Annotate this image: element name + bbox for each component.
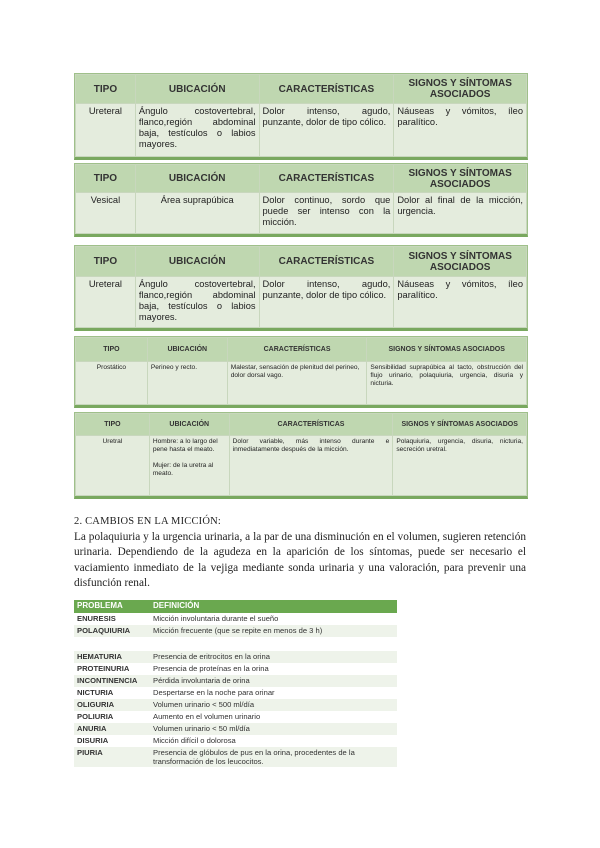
table-row — [74, 747, 397, 767]
table-row — [74, 699, 397, 711]
definition: Presencia de proteínas en la orina — [153, 664, 269, 673]
definition: Aumento en el volumen urinario — [153, 712, 261, 721]
definition: Micción involuntaria durante el sueño — [153, 614, 279, 623]
table-vesical — [75, 164, 527, 234]
cell-caracteristicas: Dolor variable, más intenso durante e inmediatamente después de la micción. — [229, 436, 393, 496]
header-signos: SIGNOS Y SÍNTOMAS ASOCIADOS — [394, 247, 527, 277]
table-row — [74, 625, 397, 637]
header-caracteristicas: CARACTERÍSTICAS — [229, 414, 393, 436]
header-caracteristicas: CARACTERÍSTICAS — [259, 165, 394, 193]
cell-ubicacion — [149, 436, 229, 496]
header-tipo: TIPO — [76, 75, 136, 104]
table-row — [74, 735, 397, 747]
definition: Micción difícil o dolorosa — [153, 736, 236, 745]
header-signos: SIGNOS Y SÍNTOMAS ASOCIADOS — [367, 338, 527, 362]
header-definicion: DEFINICIÓN — [150, 600, 397, 613]
header-caracteristicas: CARACTERÍSTICAS — [259, 75, 394, 104]
cell-ubicacion: Ángulo costovertebral, flanco,región abdominal baja, testículos o labios mayores. — [135, 277, 259, 328]
cell-caracteristicas: Dolor intenso, agudo, punzante, dolor de tipo cólico. — [259, 104, 394, 157]
table-row — [74, 723, 397, 735]
definition: Volumen urinario < 500 ml/día — [150, 699, 397, 711]
table-row — [74, 663, 397, 675]
header-tipo: TIPO — [76, 165, 136, 193]
header-signos: SIGNOS Y SÍNTOMAS ASOCIADOS — [394, 165, 527, 193]
definition: Presencia de eritrocitos en la orina — [150, 651, 397, 663]
cell-ubicacion: Área suprapúbica — [135, 193, 259, 234]
definition: Volumen urinario < 50 ml/día — [150, 723, 397, 735]
term: ANURIA — [74, 723, 150, 735]
header-tipo: TIPO — [76, 414, 150, 436]
term: ENURESIS — [77, 614, 116, 623]
cell-signos: Náuseas y vómitos, íleo paralítico. — [394, 277, 527, 328]
term: HEMATURIA — [74, 651, 150, 663]
table-ureteral-2 — [75, 246, 527, 328]
term: PIURIA — [74, 747, 150, 767]
cell-tipo: Uretral — [76, 436, 150, 496]
cell-caracteristicas: Malestar, sensación de plenitud del perineo, dolor dorsal vago. — [227, 362, 367, 405]
header-signos: SIGNOS Y SÍNTOMAS ASOCIADOS — [394, 75, 527, 104]
header-ubicacion: UBICACIÓN — [147, 338, 227, 362]
table-row — [74, 651, 397, 663]
ubicacion-hombre: Hombre: a lo largo del pene hasta el meato. — [152, 438, 218, 453]
ubicacion-mujer: Mujer: de la uretra al meato. — [152, 462, 214, 477]
table-uretral — [75, 413, 527, 496]
header-ubicacion: UBICACIÓN — [149, 414, 229, 436]
definition: Pérdida involuntaria de orina — [150, 675, 397, 687]
cell-signos: Sensibilidad suprapúbica al tacto, obstrucción del flujo urinario, polaquiuria, urgencia, disuria y nicturia. — [367, 362, 527, 405]
cell-signos: Náuseas y vómitos, íleo paralítico. — [394, 104, 527, 157]
term: POLIURIA — [77, 712, 114, 721]
table-prostatico — [75, 337, 527, 405]
header-tipo: TIPO — [76, 338, 148, 362]
cell-tipo: Prostático — [76, 362, 148, 405]
definition: Presencia de glóbulos de pus en la orina, procedentes de la transformación de los leucocitos. — [150, 747, 397, 767]
term: OLIGURIA — [74, 699, 150, 711]
table-row — [74, 637, 397, 651]
term: POLAQUIURIA — [74, 625, 150, 637]
header-caracteristicas: CARACTERÍSTICAS — [227, 338, 367, 362]
table-row — [74, 711, 397, 723]
term: DISURIA — [77, 736, 109, 745]
table-ureteral-1 — [75, 74, 527, 157]
term: INCONTINENCIA — [74, 675, 150, 687]
cell-tipo: Ureteral — [76, 277, 136, 328]
definition: Despertarse en la noche para orinar — [153, 688, 275, 697]
cell-signos: Dolor al final de la micción, urgencia. — [394, 193, 527, 234]
definition — [150, 637, 397, 651]
term: PROTEINURIA — [77, 664, 130, 673]
cell-signos: Polaquiuria, urgencia, disuria, nicturia, secreción uretral. — [393, 436, 527, 496]
header-caracteristicas: CARACTERÍSTICAS — [259, 247, 394, 277]
paragraph: La polaquiuria y la urgencia urinaria, a la par de una disminución en el volumen, sugieren retención urinaria. Dependiendo de la agudeza en la aparición de los síntomas, puede ser necesario el vaciamiento inmediato de la vejiga mediante sonda urinaria y una valoración, para prevenir una disfunción renal. — [74, 531, 526, 589]
problem-table — [74, 600, 397, 767]
cell-ubicacion: Ángulo costovertebral, flanco,región abdominal baja, testículos o labios mayores. — [135, 104, 259, 157]
table-row — [74, 675, 397, 687]
section-title: 2. CAMBIOS EN LA MICCIÓN: — [74, 516, 222, 527]
cell-caracteristicas: Dolor intenso, agudo, punzante, dolor de tipo cólico. — [259, 277, 394, 328]
term: NICTURIA — [77, 688, 114, 697]
definition: Micción frecuente (que se repite en menos de 3 h) — [150, 625, 397, 637]
cell-tipo: Vesical — [76, 193, 136, 234]
cell-tipo: Ureteral — [76, 104, 136, 157]
header-ubicacion: UBICACIÓN — [135, 75, 259, 104]
term — [74, 637, 150, 651]
cell-ubicacion: Perineo y recto. — [147, 362, 227, 405]
table-row — [74, 613, 397, 625]
table-row — [74, 687, 397, 699]
cell-caracteristicas: Dolor continuo, sordo que puede ser intenso con la micción. — [259, 193, 394, 234]
header-problema: PROBLEMA — [74, 600, 150, 613]
header-ubicacion: UBICACIÓN — [135, 165, 259, 193]
header-ubicacion: UBICACIÓN — [135, 247, 259, 277]
header-tipo: TIPO — [76, 247, 136, 277]
header-signos: SIGNOS Y SÍNTOMAS ASOCIADOS — [393, 414, 527, 436]
